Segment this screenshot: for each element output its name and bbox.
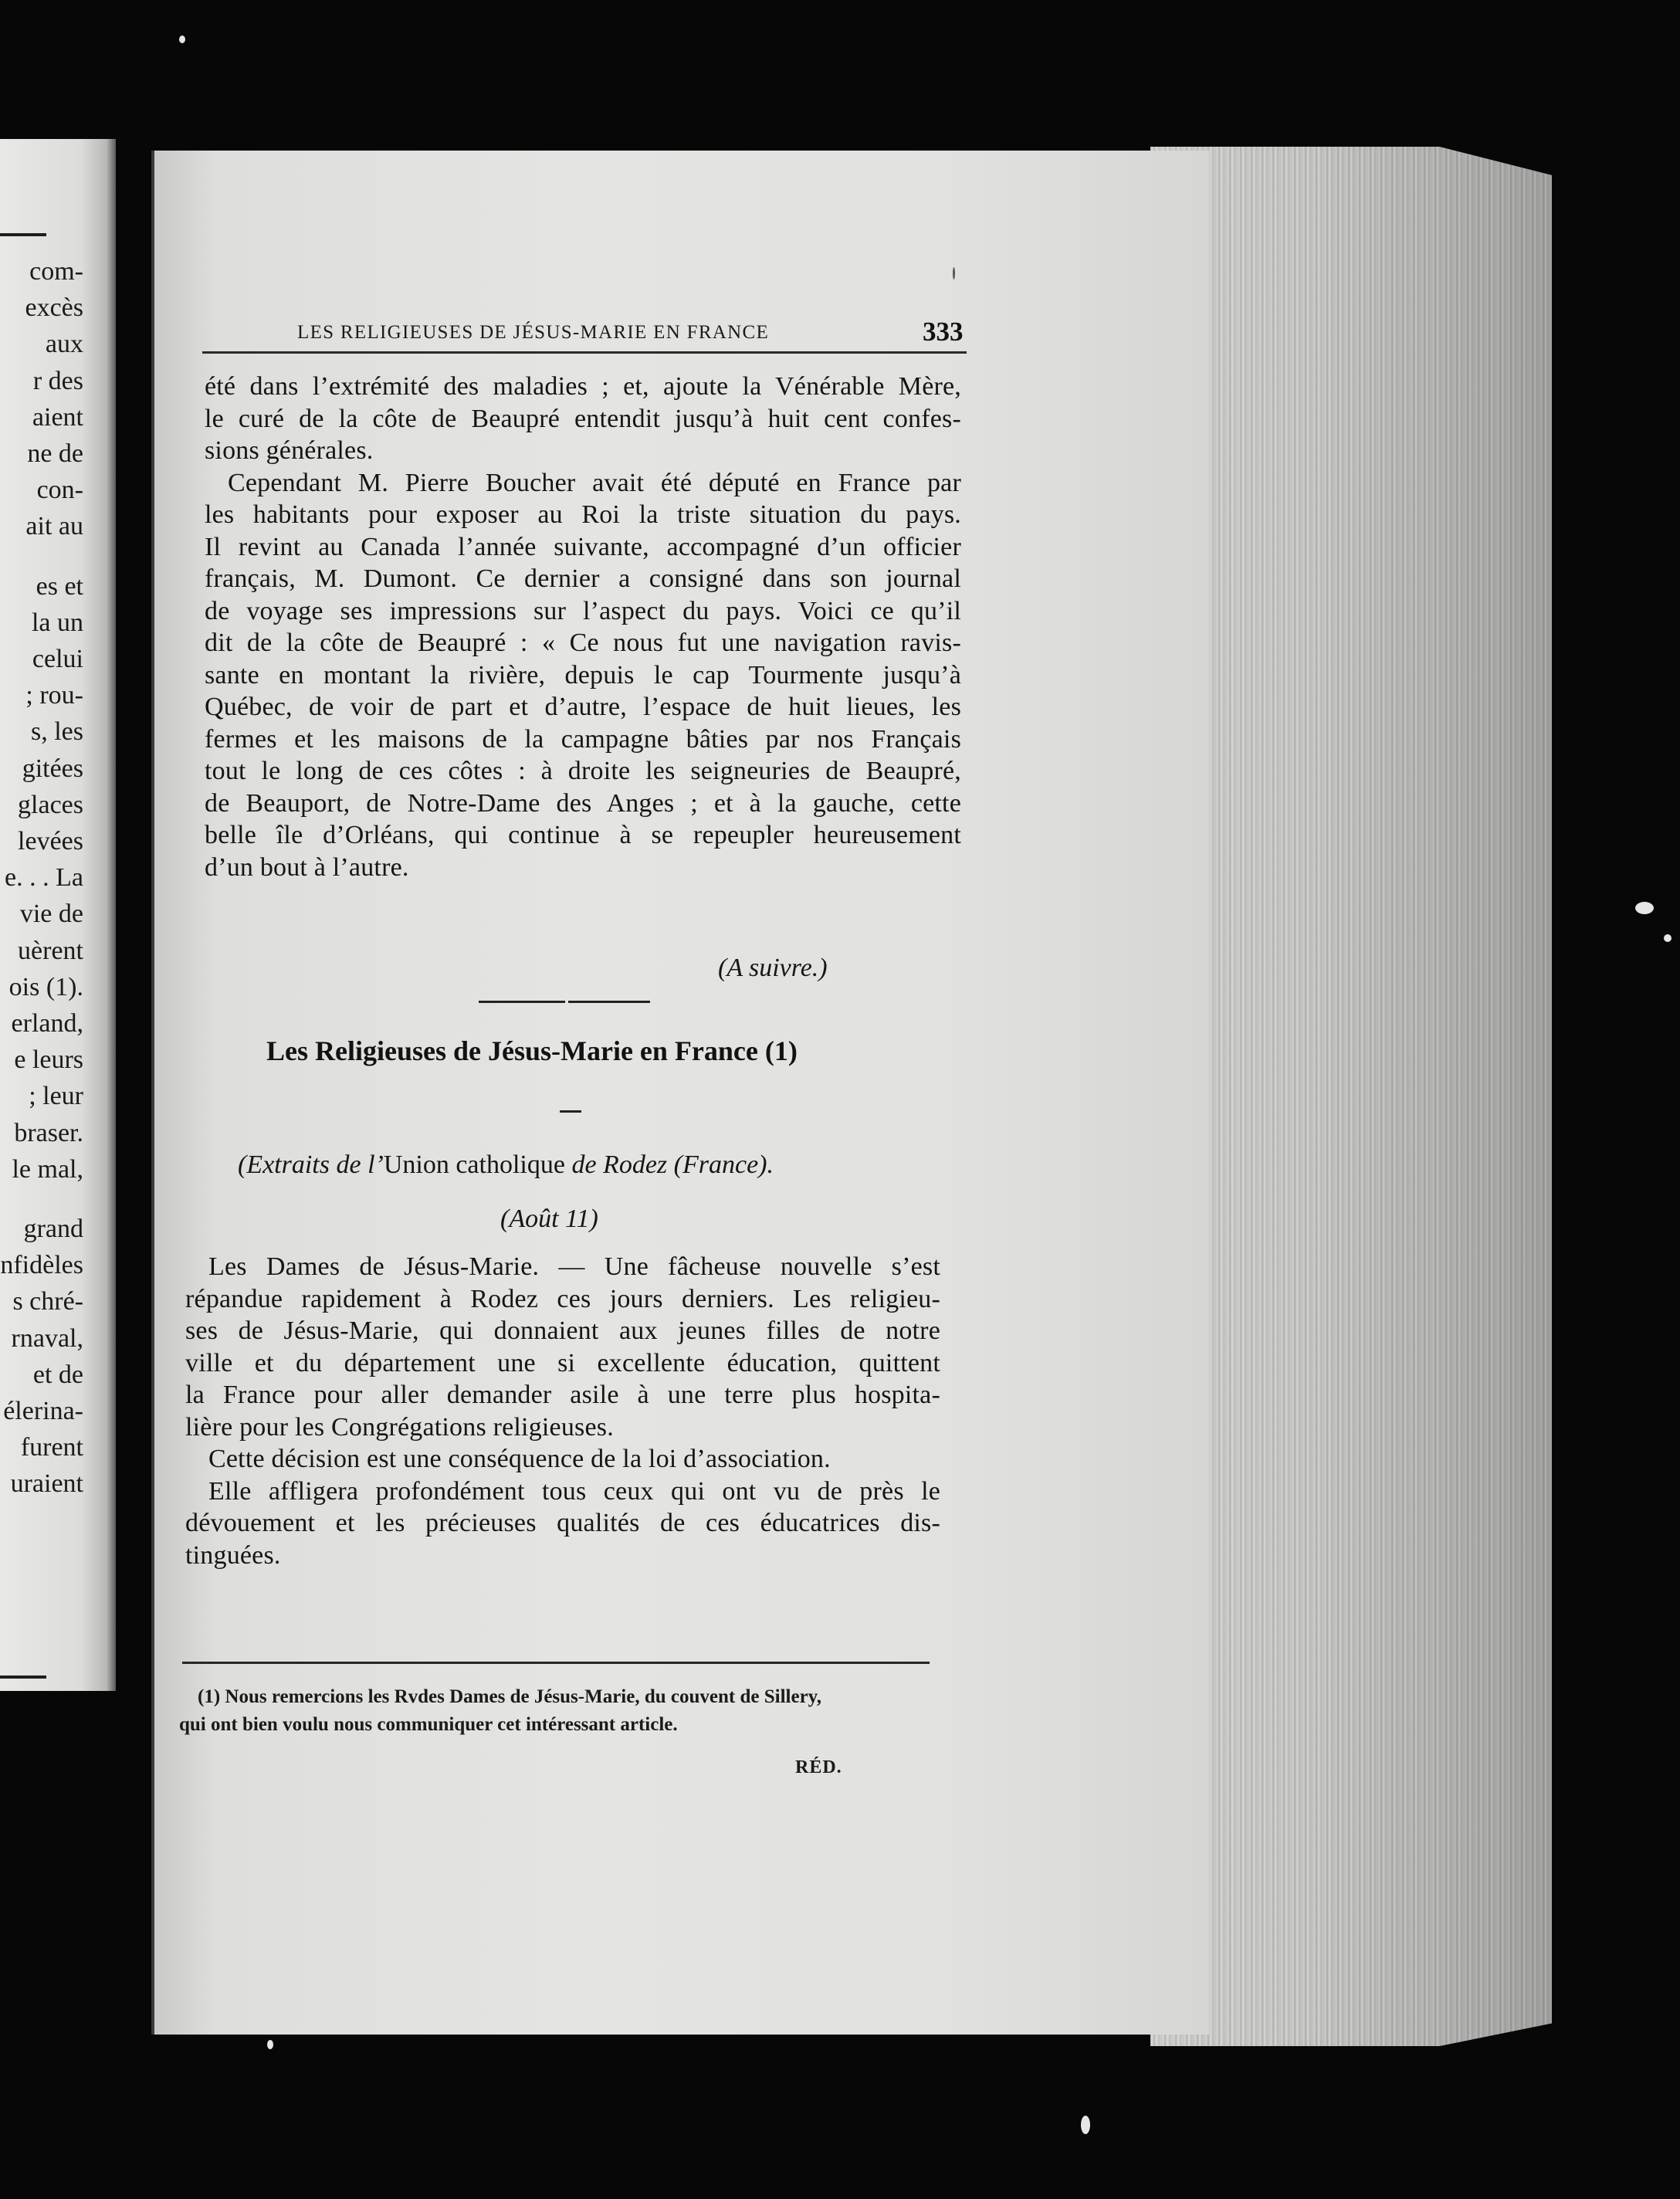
to-be-continued: (A suivre.) [718,954,828,982]
left-page-fragment: braser. [14,1118,83,1147]
footnote-signature: RÉD. [795,1757,842,1777]
left-page-fragment: erland, [11,1009,83,1038]
left-page-fragment: excès [25,293,83,323]
left-page-fragment: aient [32,402,83,432]
left-page-fragment: ; rou- [25,681,83,710]
article-date: (Août 11) [500,1205,598,1233]
left-page-fragment: es et [36,571,83,601]
left-page-fragment: s chré- [12,1287,83,1316]
left-page-fragment: la un [31,608,83,637]
left-page-fragment: celui [32,645,83,673]
footnote [179,1683,951,1739]
left-page-fragment: e. . . La [5,863,83,893]
scan-speck [1664,934,1672,942]
left-facing-page [0,139,116,1691]
source-suffix: de Rodez (France). [564,1150,774,1179]
text-line: le curé de la côte de Beaupré entendit jusqu’à huit cent confes- [205,404,961,433]
left-page-fragment: furent [20,1433,83,1462]
left-page-fragment: élerina- [3,1397,83,1425]
text-line: belle île d’Orléans, qui continue à se repeupler heureusement [205,821,961,849]
text-line: Elle affligera profondément tous ceux qui ont vu de près le [208,1476,940,1506]
text-line: français, M. Dumont. Ce dernier a consigné dans son journal [205,564,961,593]
footnote-rule [182,1662,930,1664]
left-page-fragment: com- [29,257,83,286]
left-page-fragment: nfidèles [0,1251,83,1280]
left-page-rule [0,233,46,236]
text-line: lière pour les Congrégations religieuses. [185,1412,614,1442]
source-prefix: (Extraits de l’ [238,1150,384,1179]
left-page-fragment: ; leur [29,1082,83,1111]
article-title: Les Religieuses de Jésus-Marie en France (1) [266,1035,798,1066]
left-page-fragment: e leurs [14,1045,83,1075]
source-name: Union catholique [383,1150,565,1179]
text-line: dévouement et les précieuses qualités de ces éducatrices dis- [185,1509,940,1537]
left-page-fragment: ois (1). [8,972,83,1001]
text-line: tout le long de ces côtes : à droite les seigneuries de Beaupré, [205,757,961,785]
text-line: Cette décision est une conséquence de la loi d’association. [208,1445,831,1473]
left-page-fragment: le mal, [12,1154,83,1184]
scan-speck [267,2040,273,2049]
text-line: Les Dames de Jésus-Marie. — Une fâcheuse nouvelle s’est [208,1252,940,1281]
text-line: ville et du département une si excellente éducation, quittent [185,1348,940,1377]
book-fore-edge [1150,147,1552,2046]
header-rule [202,351,967,354]
left-page-fragment: ait au [25,512,83,541]
scan-mark [953,267,955,280]
left-page-fragment: uèrent [18,936,83,965]
left-page-fragment: s, les [31,717,83,747]
left-page-fragment: vie de [19,900,83,929]
text-line: ses de Jésus-Marie, qui donnaient aux jeunes filles de notre [185,1316,940,1345]
running-head-title: LES RELIGIEUSES DE JÉSUS-MARIE EN FRANCE [297,322,770,343]
text-line: répandue rapidement à Rodez ces jours derniers. Les religieu- [185,1284,940,1313]
text-line: Il revint au Canada l’année suivante, accompagné d’un officier [205,532,961,561]
page-number: 333 [923,317,964,347]
text-line: été dans l’extrémité des maladies ; et, ajoute la Vénérable Mère, [205,372,961,401]
text-line: dit de la côte de Beaupré : « Ce nous fut une navigation ravis- [205,629,961,657]
text-line: Cependant M. Pierre Boucher avait été député en France par [228,468,961,497]
text-line: la France pour aller demander asile à une terre plus hospita- [185,1381,940,1409]
text-line: sions générales. [205,436,374,465]
footnote-line: qui ont bien voulu nous communiquer cet intéressant article. [179,1714,678,1735]
left-page-fragment: ne de [27,439,83,468]
text-line: d’un bout à l’autre. [205,852,409,882]
left-page-fragment: glaces [18,790,83,819]
text-line: de voyage ses impressions sur l’aspect du pays. Voici ce qu’il [205,596,961,625]
left-page-fragment: rnaval, [11,1323,83,1353]
section-separator-right [568,1001,650,1003]
scan-speck [1635,902,1654,914]
left-page-rule [0,1676,46,1679]
title-dash [560,1110,581,1113]
left-page-fragment: r des [32,366,83,395]
article-body [185,1251,940,1571]
article-source [238,1150,774,1180]
text-line: de Beauport, de Notre-Dame des Anges ; et à la gauche, cette [205,788,961,818]
left-page-fragment: uraient [10,1469,83,1499]
text-line: Québec, de voir de part et d’autre, l’espace de huit lieues, les [205,693,961,721]
left-page-fragment: con- [36,476,83,505]
scan-speck [1081,2116,1090,2134]
left-page-fragment: et de [32,1360,83,1389]
text-line: fermes et les maisons de la campagne bâties par nos Français [205,724,961,754]
text-line: les habitants pour exposer au Roi la triste situation du pays. [205,500,961,529]
scan-speck [179,36,185,43]
left-page-fragment: aux [45,330,83,359]
left-page-fragment: grand [23,1215,83,1243]
text-line: sante en montant la rivière, depuis le cap Tourmente jusqu’à [205,660,961,690]
continued-article-text [205,371,961,883]
footnote-line: (1) Nous remercions les Rvdes Dames de Jésus-Marie, du couvent de Sillery, [198,1686,822,1707]
left-page-fragment: gitées [22,754,83,783]
left-page-fragment: levées [18,827,83,856]
section-separator-left [479,1001,565,1003]
text-line: tinguées. [185,1540,281,1570]
